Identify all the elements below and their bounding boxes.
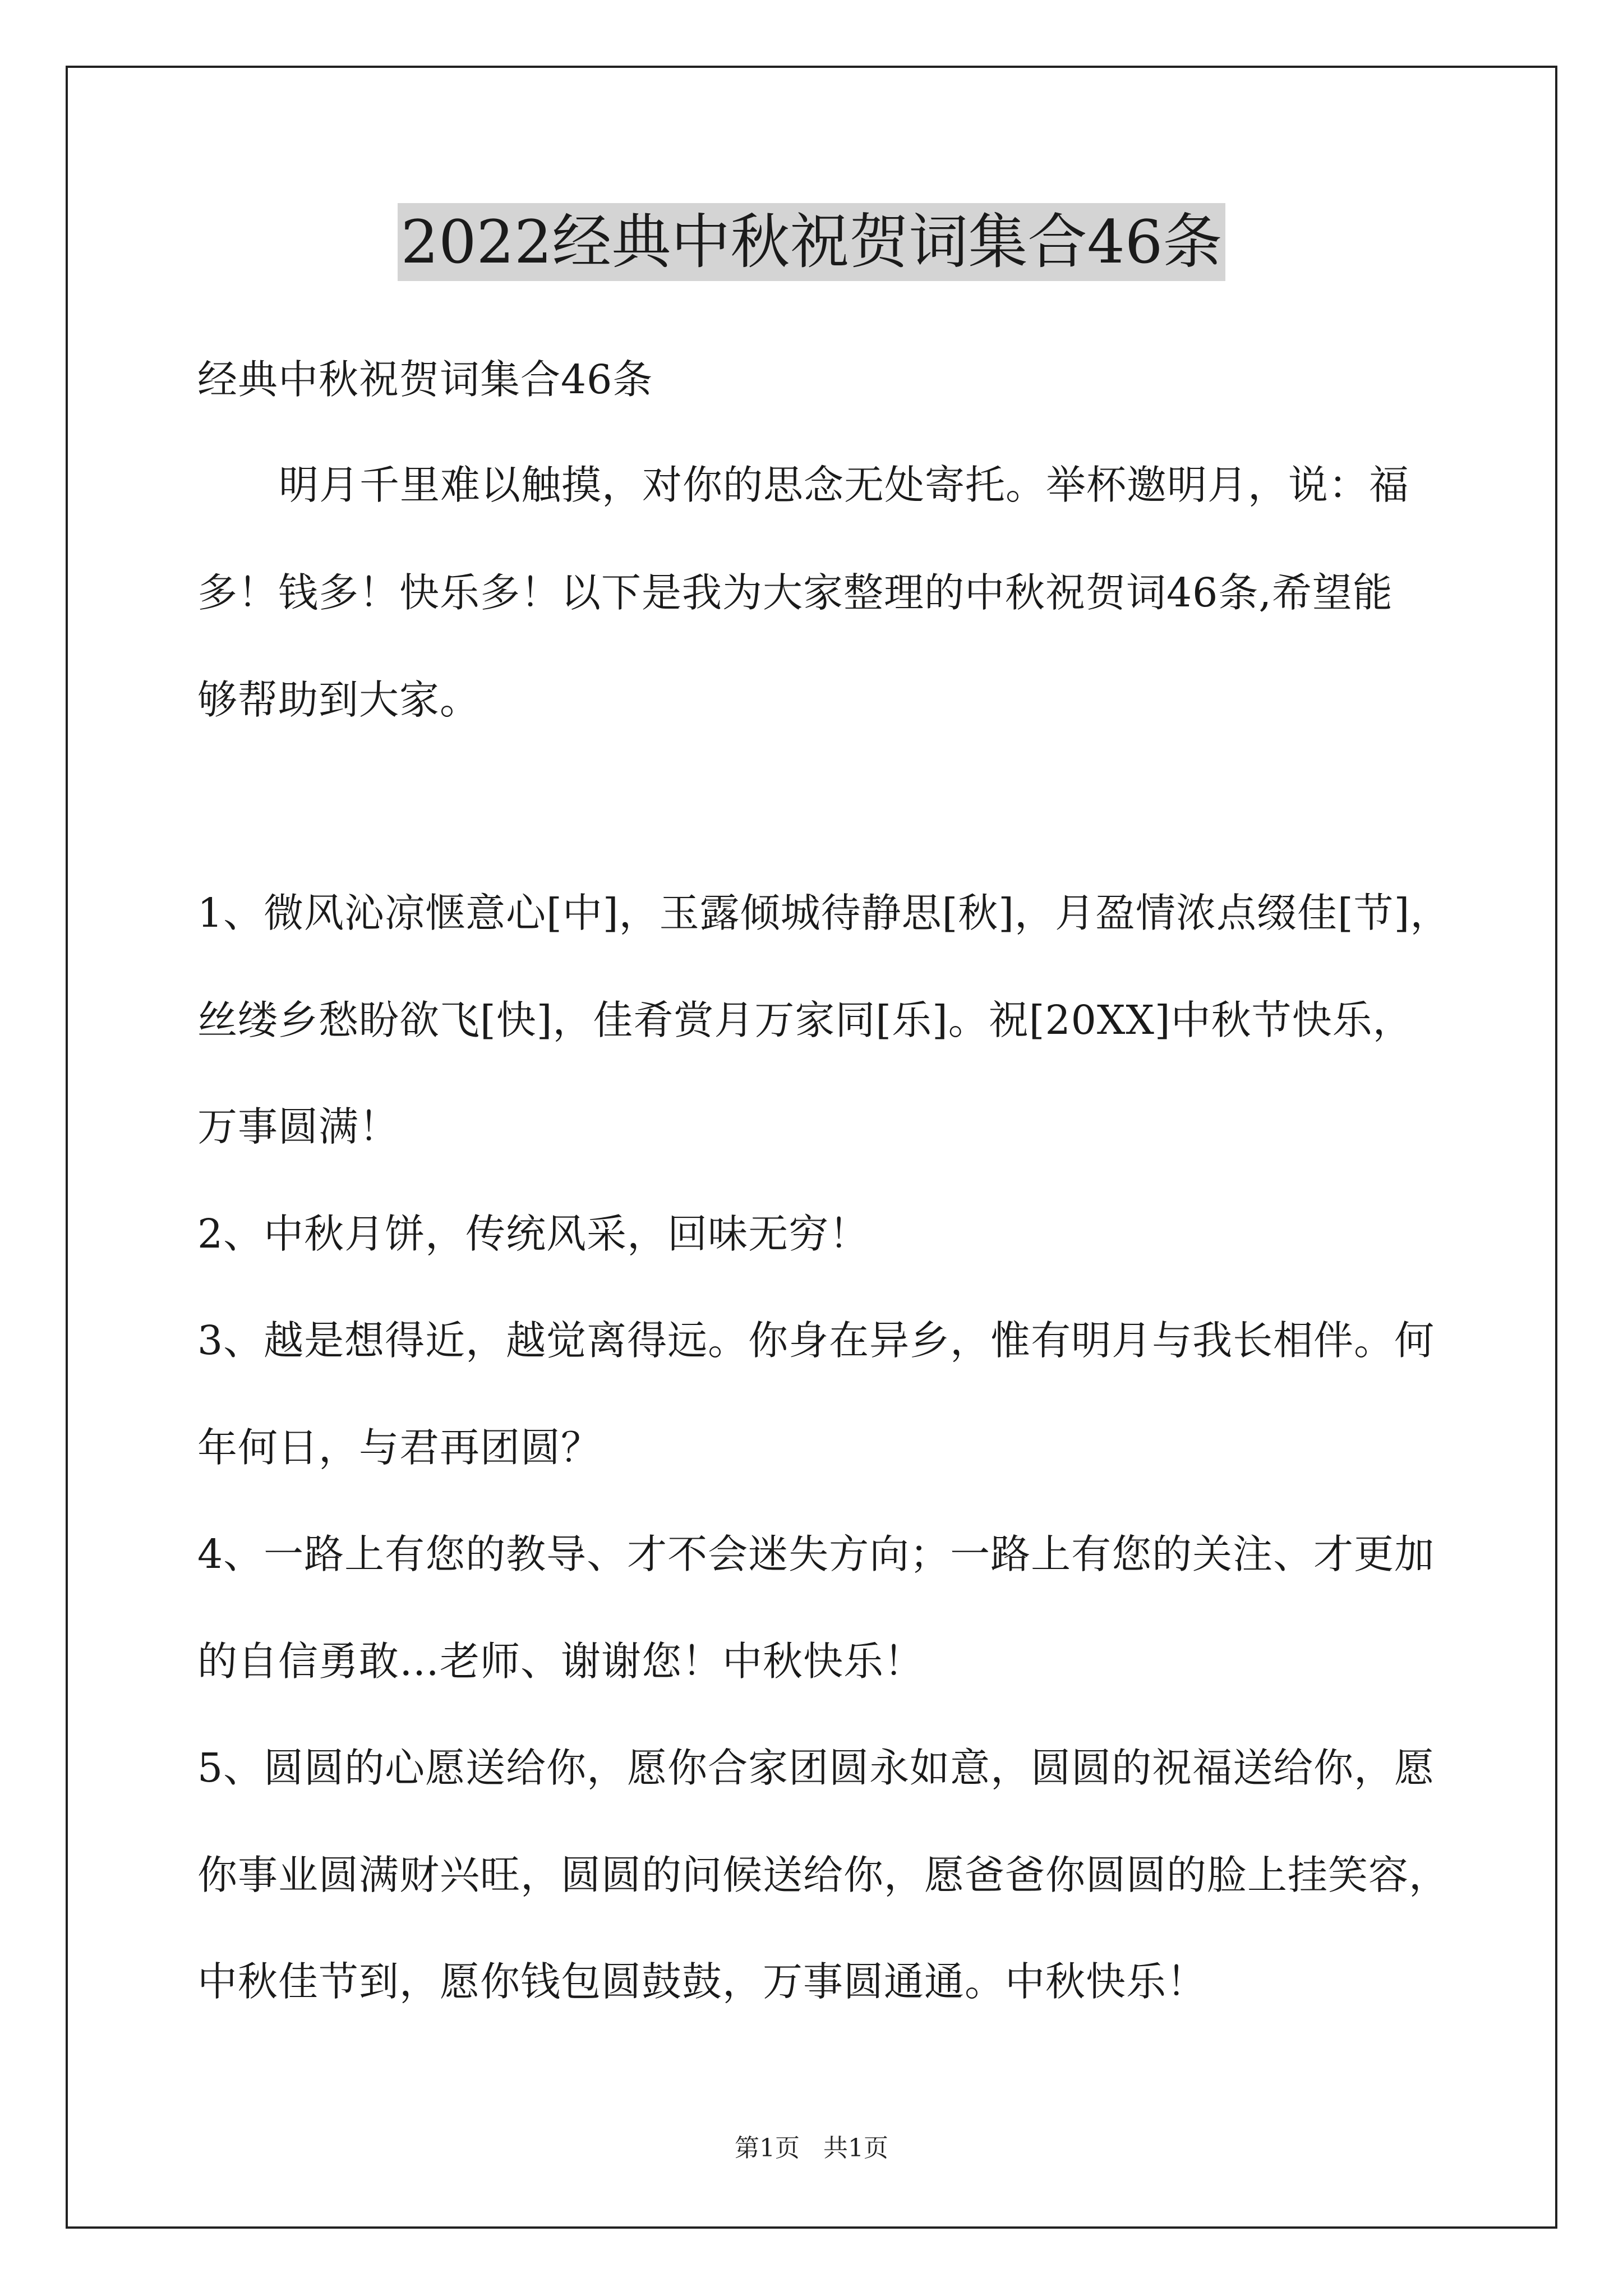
list-item-line: 年何日，与君再团圆？ xyxy=(197,1424,602,1471)
list-item-line: 丝缕乡愁盼欲飞[快]，佳肴赏月万家同[乐]。祝[20XX]中秋节快乐， xyxy=(197,997,1413,1043)
list-item-line: 5、圆圆的心愿送给你，愿你合家团圆永如意，圆圆的祝福送给你，愿 xyxy=(197,1745,1435,1791)
page-number-footer: 第1页 共1页 xyxy=(735,2134,888,2162)
intro-line: 多！钱多！快乐多！以下是我为大家整理的中秋祝贺词46条,希望能 xyxy=(197,569,1393,616)
list-item-line: 3、越是想得近，越觉离得远。你身在异乡，惟有明月与我长相伴。何 xyxy=(197,1317,1435,1364)
list-item-line: 的自信勇敢…老师、谢谢您！中秋快乐！ xyxy=(197,1638,925,1685)
intro-line: 够帮助到大家。 xyxy=(197,677,481,723)
list-item-line: 你事业圆满财兴旺，圆圆的问候送给你，愿爸爸你圆圆的脸上挂笑容， xyxy=(197,1852,1450,1898)
intro-line: 明月千里难以触摸，对你的思念无处寄托。举杯邀明月，说：福 xyxy=(279,462,1410,508)
list-item-line: 中秋佳节到，愿你钱包圆鼓鼓，万事圆通通。中秋快乐！ xyxy=(197,1958,1207,2005)
list-item-line: 1、微风沁凉惬意心[中]，玉露倾城待静思[秋]，月盈情浓点缀佳[节]， xyxy=(197,890,1451,936)
subtitle: 经典中秋祝贺词集合46条 xyxy=(197,356,653,403)
document-title xyxy=(0,205,1623,280)
list-item-line: 4、一路上有您的教导、才不会迷失方向；一路上有您的关注、才更加 xyxy=(197,1531,1435,1577)
title-text: 2022经典中秋祝贺词集合46条 xyxy=(398,203,1226,281)
list-item-line: 2、中秋月饼，传统风采，回味无穷！ xyxy=(197,1211,870,1257)
list-item-line: 万事圆满！ xyxy=(197,1103,400,1150)
